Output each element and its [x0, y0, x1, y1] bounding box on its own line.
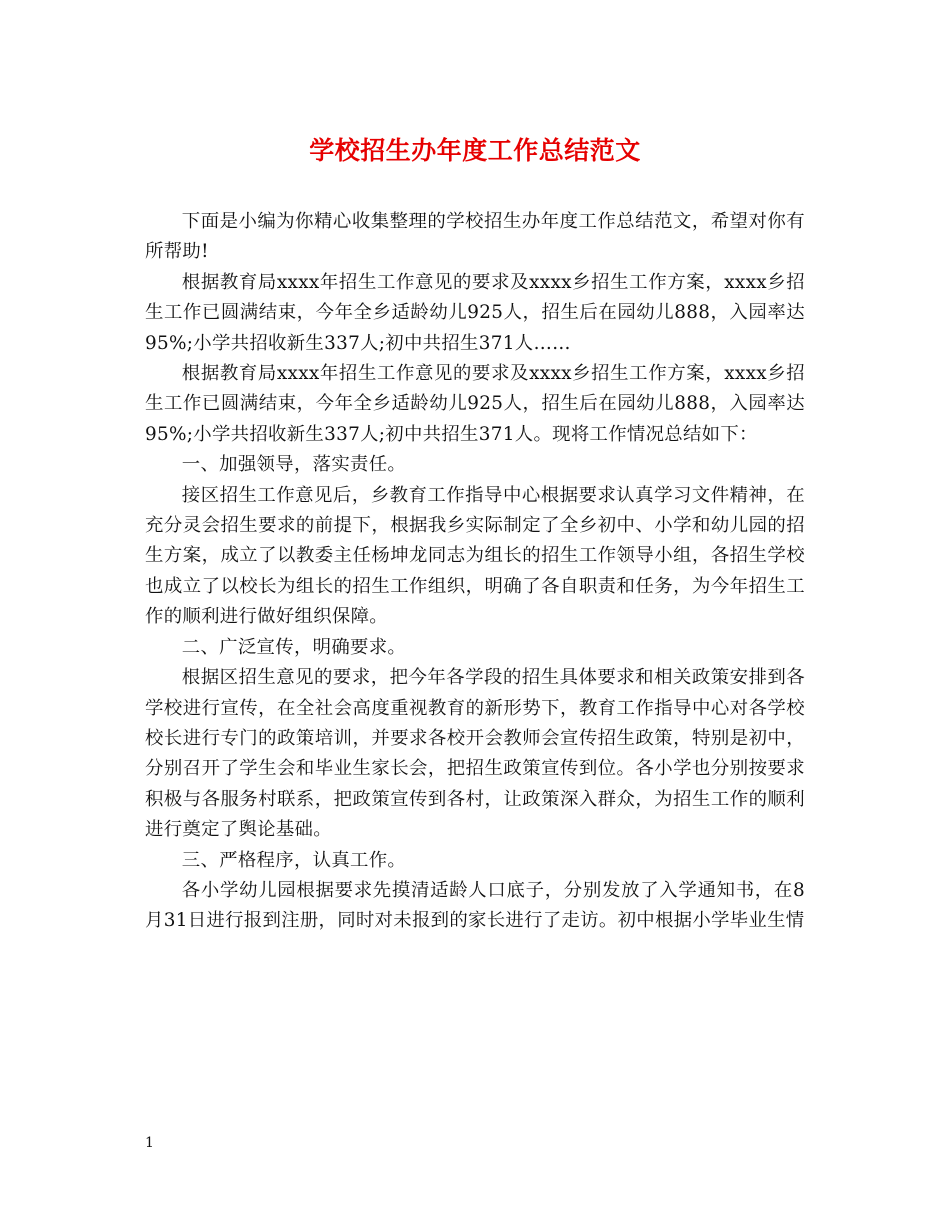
- paragraph-summary-short: 根据教育局xxxx年招生工作意见的要求及xxxx乡招生工作方案，xxxx乡招生工作已圆满结束，今年全乡适龄幼儿925人，招生后在园幼儿888，入园率达95%;小学共招收新生337人;初中共招生371人……: [145, 271, 805, 354]
- paragraph-section-1: 接区招生工作意见后，乡教育工作指导中心根据要求认真学习文件精神，在充分灵会招生要求的前提下，根据我乡实际制定了全乡初中、小学和幼儿园的招生方案，成立了以教委主任杨坤龙同志为组长的招生工作领导小组，各招生学校也成立了以校长为组长的招生工作组织，明确了各自职责和任务，为今年招生工作的顺利进行做好组织保障。: [145, 484, 805, 628]
- paragraph-intro: 下面是小编为你精心收集整理的学校招生办年度工作总结范文，希望对你有所帮助!: [145, 211, 805, 263]
- paragraph-summary-full: 根据教育局xxxx年招生工作意见的要求及xxxx乡招生工作方案，xxxx乡招生工作已圆满结束，今年全乡适龄幼儿925人，招生后在园幼儿888，入园率达95%;小学共招收新生337人;初中共招生371人。现将工作情况总结如下：: [145, 363, 805, 445]
- section-heading-1: 一、加强领导，落实责任。: [181, 454, 407, 476]
- paragraph-section-2: 根据区招生意见的要求，把今年各学段的招生具体要求和相关政策安排到各学校进行宣传，在全社会高度重视教育的新形势下，教育工作指导中心对各学校校长进行专门的政策培训，并要求各校开会教师会宣传招生政策，特别是初中，分别召开了学生会和毕业生家长会，把招生政策宣传到位。各小学也分别按要求积极与各服务村联系，把政策宣传到各村，让政策深入群众，为招生工作的顺利进行奠定了舆论基础。: [145, 667, 805, 841]
- page-number: 1: [145, 1135, 154, 1151]
- document-body: [145, 207, 805, 937]
- section-heading-3: 三、严格程序，认真工作。: [181, 849, 407, 871]
- paragraph-section-3: 各小学幼儿园根据要求先摸清适龄人口底子，分别发放了入学通知书，在8月31日进行报到注册，同时对未报到的家长进行了走访。初中根据小学毕业生情: [145, 879, 805, 932]
- document-title: 学校招生办年度工作总结范文: [309, 136, 641, 165]
- section-heading-2: 二、广泛宣传，明确要求。: [181, 636, 407, 658]
